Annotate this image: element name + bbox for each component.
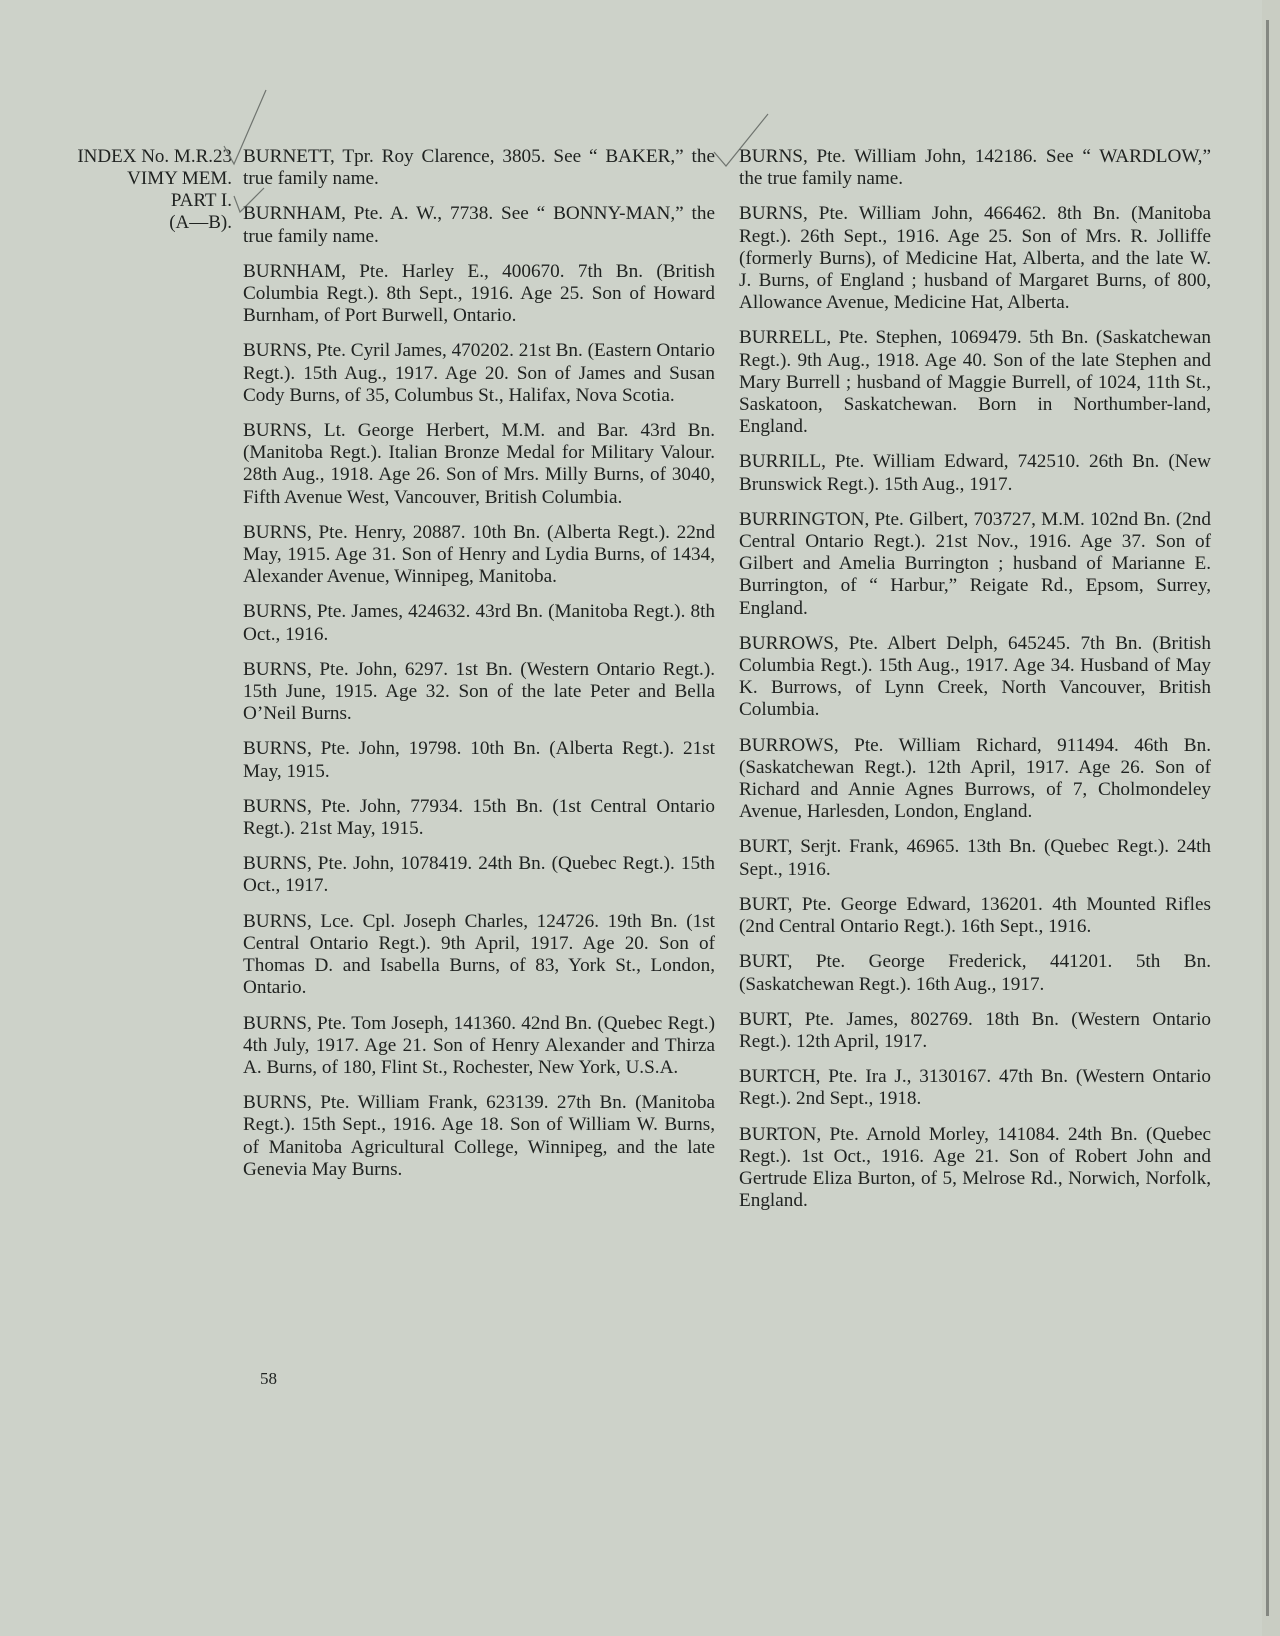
memorial-name: VIMY MEM. bbox=[127, 168, 232, 189]
entry-text: BURNS, Pte. William John, 466462. 8th Bn. (Manitoba Regt.). 26th Sept., 1916. Age 25. Son of Mrs. R. Jolliffe (formerly Burns), of Medicine Hat, Alberta, and the late W. J. Burns, of England ; husband of Margaret Burns, of 800, Allowance Avenue, Medicine Hat, Alberta. bbox=[739, 203, 1211, 314]
entry-text: BURROWS, Pte. William Richard, 911494. 46th Bn. (Saskatchewan Regt.). 12th April, 1917. Age 26. Son of Richard and Annie Agnes Burrows, of 7, Cholmondeley Avenue, Harlesden, London, England. bbox=[739, 734, 1211, 823]
entry-text: BURNS, Pte. Tom Joseph, 141360. 42nd Bn. (Quebec Regt.) 4th July, 1917. Age 21. Son of Henry Alexander and Thirza A. Burns, of 180, Flint St., Rochester, New York, U.S.A. bbox=[243, 1012, 715, 1078]
entry-text: BURNS, Pte. James, 424632. 43rd Bn. (Manitoba Regt.). 8th Oct., 1916. bbox=[243, 601, 715, 645]
entry-text: BURNS, Pte. William John, 142186. See “ WARDLOW,” the true family name. bbox=[739, 146, 1211, 190]
part-label: PART I. bbox=[170, 190, 232, 211]
index-entry bbox=[739, 1009, 1211, 1053]
index-entry bbox=[243, 522, 715, 589]
index-entry bbox=[243, 420, 715, 509]
entry-text: BURNS, Pte. Henry, 20887. 10th Bn. (Alberta Regt.). 22nd May, 1915. Age 31. Son of Henry and Lydia Burns, of 1434, Alexander Avenue, Winnipeg, Manitoba. bbox=[243, 521, 715, 588]
left-column bbox=[243, 146, 715, 1194]
index-header bbox=[20, 146, 232, 234]
index-entry bbox=[243, 203, 715, 247]
entry-text: BURNS, Pte. John, 1078419. 24th Bn. (Quebec Regt.). 15th Oct., 1917. bbox=[243, 853, 715, 897]
index-entry bbox=[739, 146, 1211, 190]
index-entry bbox=[739, 951, 1211, 995]
index-entry bbox=[243, 911, 715, 1000]
index-entry bbox=[739, 836, 1211, 880]
index-entry bbox=[739, 1124, 1211, 1213]
range-label: (A—B). bbox=[169, 212, 232, 233]
index-entry bbox=[243, 146, 715, 190]
index-number: INDEX No. M.R.23 bbox=[77, 146, 232, 167]
entry-text: BURRELL, Pte. Stephen, 1069479. 5th Bn. (Saskatchewan Regt.). 9th Aug., 1918. Age 40. Son of the late Stephen and Mary Burrell ; husband of Maggie Burrell, of 1024, 11th St., Saskatoon, Saskatchewan. Born in Northumber-land, England. bbox=[739, 327, 1211, 438]
entry-text: BURT, Serjt. Frank, 46965. 13th Bn. (Quebec Regt.). 24th Sept., 1916. bbox=[739, 836, 1211, 880]
entry-text: BURNS, Lt. George Herbert, M.M. and Bar. 43rd Bn. (Manitoba Regt.). Italian Bronze Medal for Military Valour. 28th Aug., 1918. Age 26. Son of Mrs. Milly Burns, of 3040, Fifth Avenue West, Vancouver, British Columbia. bbox=[243, 420, 715, 508]
index-entry bbox=[243, 340, 715, 407]
page-edge bbox=[1262, 0, 1280, 1636]
index-entry bbox=[243, 261, 715, 328]
entry-text: BURTON, Pte. Arnold Morley, 141084. 24th Bn. (Quebec Regt.). 1st Oct., 1916. Age 21. Son of Robert John and Gertrude Eliza Burton, of 5, Melrose Rd., Norwich, Norfolk, England. bbox=[739, 1123, 1211, 1212]
index-entry bbox=[243, 659, 715, 726]
index-entry bbox=[739, 633, 1211, 722]
entry-text: BURNS, Pte. Cyril James, 470202. 21st Bn. (Eastern Ontario Regt.). 15th Aug., 1917. Age 20. Son of James and Susan Cody Burns, of 35, Columbus St., Halifax, Nova Scotia. bbox=[243, 340, 715, 406]
index-entry bbox=[739, 451, 1211, 495]
index-entry bbox=[739, 327, 1211, 438]
index-entry bbox=[243, 738, 715, 782]
right-column bbox=[739, 146, 1211, 1225]
entry-text: BURNETT, Tpr. Roy Clarence, 3805. See “ BAKER,” the true family name. bbox=[243, 146, 715, 190]
entry-text: BURNS, Pte. William Frank, 623139. 27th Bn. (Manitoba Regt.). 15th Sept., 1916. Age 18. Son of William W. Burns, of Manitoba Agricultural College, Winnipeg, and the late Genevia May Burns. bbox=[243, 1092, 715, 1180]
entry-text: BURT, Pte. George Frederick, 441201. 5th Bn. (Saskatchewan Regt.). 16th Aug., 1917. bbox=[739, 951, 1211, 995]
entry-text: BURNHAM, Pte. Harley E., 400670. 7th Bn. (British Columbia Regt.). 8th Sept., 1916. Age 25. Son of Howard Burnham, of Port Burwell, Ontario. bbox=[243, 260, 715, 327]
index-entry bbox=[243, 601, 715, 645]
entry-text: BURROWS, Pte. Albert Delph, 645245. 7th Bn. (British Columbia Regt.). 15th Aug., 1917. Age 34. Husband of May K. Burrows, of Lynn Creek, North Vancouver, British Columbia. bbox=[739, 632, 1211, 721]
index-entry bbox=[243, 1092, 715, 1181]
index-entry bbox=[243, 1013, 715, 1080]
entry-text: BURNS, Pte. John, 6297. 1st Bn. (Western Ontario Regt.). 15th June, 1915. Age 32. Son of the late Peter and Bella O’Neil Burns. bbox=[243, 658, 715, 725]
entry-text: BURT, Pte. James, 802769. 18th Bn. (Western Ontario Regt.). 12th April, 1917. bbox=[739, 1008, 1211, 1052]
binding-strip bbox=[1266, 20, 1269, 1616]
entry-text: BURTCH, Pte. Ira J., 3130167. 47th Bn. (Western Ontario Regt.). 2nd Sept., 1918. bbox=[739, 1066, 1211, 1110]
index-entry bbox=[739, 509, 1211, 620]
entry-text: BURNHAM, Pte. A. W., 7738. See “ BONNY-MAN,” the true family name. bbox=[243, 203, 715, 247]
page-number: 58 bbox=[260, 1369, 277, 1388]
index-entry bbox=[739, 203, 1211, 314]
index-entry bbox=[243, 853, 715, 897]
entry-text: BURRINGTON, Pte. Gilbert, 703727, M.M. 102nd Bn. (2nd Central Ontario Regt.). 21st Nov., 1916. Age 37. Son of Gilbert and Amelia Burrington ; husband of Marianne E. Burrington, of “ Harbur,” Reigate Rd., Epsom, Surrey, England. bbox=[739, 508, 1211, 619]
index-entry bbox=[243, 796, 715, 840]
index-entry bbox=[739, 894, 1211, 938]
entry-text: BURNS, Pte. John, 77934. 15th Bn. (1st Central Ontario Regt.). 21st May, 1915. bbox=[243, 795, 715, 840]
entry-text: BURT, Pte. George Edward, 136201. 4th Mounted Rifles (2nd Central Ontario Regt.). 16th Sept., 1916. bbox=[739, 893, 1211, 938]
index-entry bbox=[739, 735, 1211, 824]
entry-text: BURRILL, Pte. William Edward, 742510. 26th Bn. (New Brunswick Regt.). 15th Aug., 1917. bbox=[739, 451, 1211, 495]
entry-text: BURNS, Pte. John, 19798. 10th Bn. (Alberta Regt.). 21st May, 1915. bbox=[243, 738, 715, 782]
entry-text: BURNS, Lce. Cpl. Joseph Charles, 124726. 19th Bn. (1st Central Ontario Regt.). 9th April, 1917. Age 20. Son of Thomas D. and Isabella Burns, of 83, York St., London, Ontario. bbox=[243, 910, 715, 999]
index-entry bbox=[739, 1066, 1211, 1110]
